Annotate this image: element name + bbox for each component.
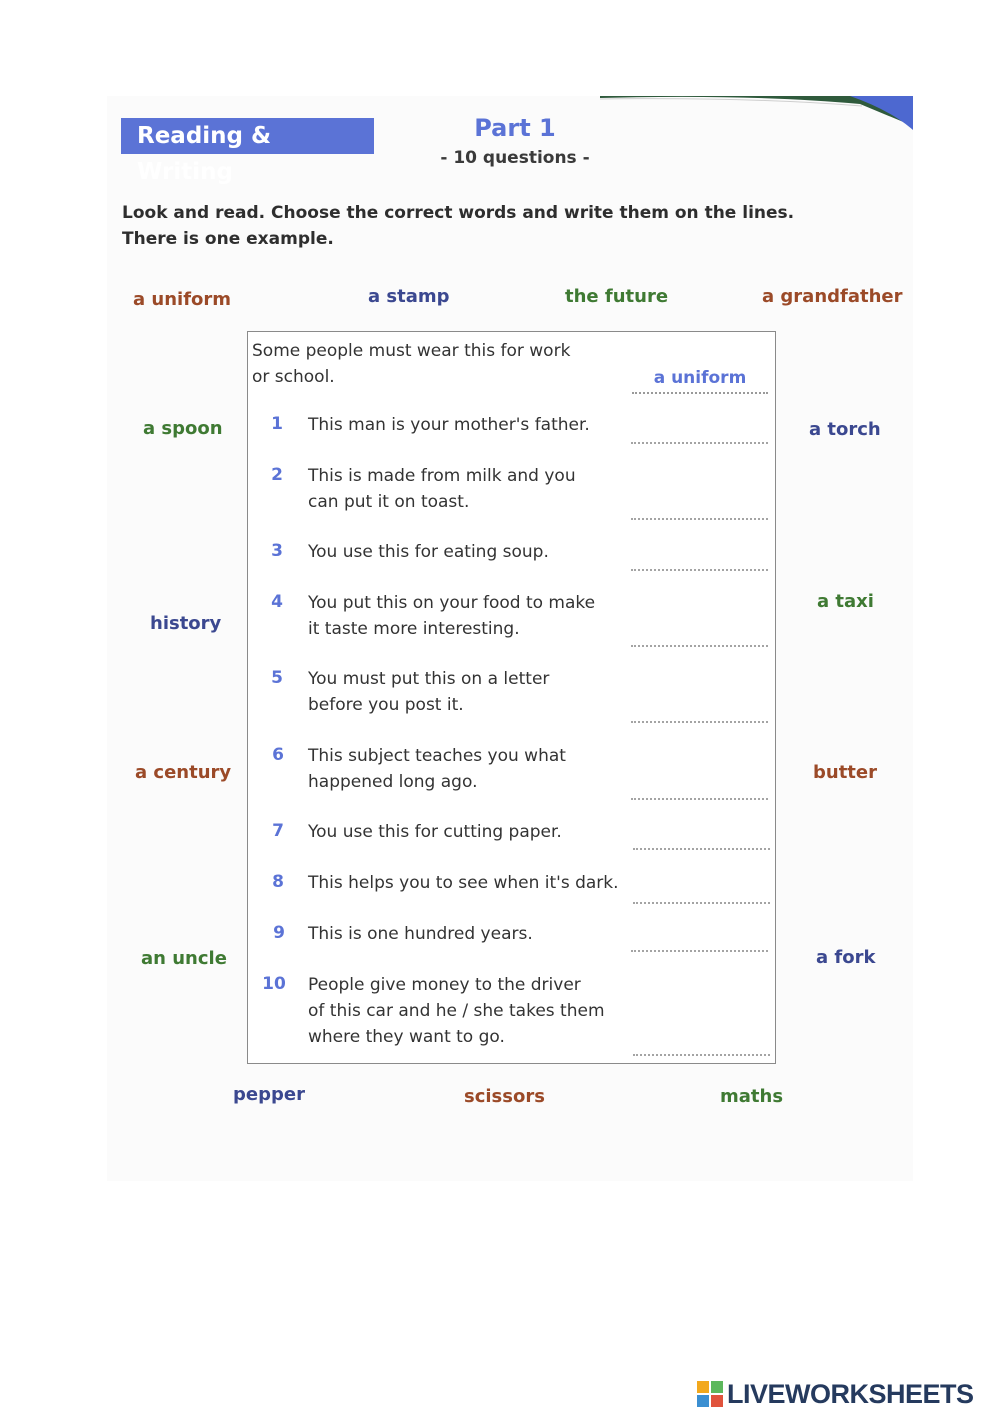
- instructions-line: Look and read. Choose the correct words and write them on the lines.: [122, 203, 795, 223]
- question-line: happened long ago.: [308, 772, 478, 792]
- question-text: [308, 666, 618, 718]
- question-text: [308, 463, 618, 515]
- word-bank-item: a century: [135, 762, 232, 783]
- question-text: [308, 590, 618, 642]
- instructions-line: There is one example.: [122, 229, 334, 249]
- question-line: This is one hundred years.: [308, 924, 533, 944]
- word-bank-item: maths: [720, 1086, 784, 1107]
- question-line: This is made from milk and you: [308, 466, 576, 486]
- word-bank-item: history: [150, 613, 222, 634]
- question-number: 5: [271, 668, 283, 688]
- example-text: or school.: [252, 367, 335, 387]
- question-text: [308, 539, 618, 565]
- word-bank-item: the future: [565, 286, 669, 307]
- question-line: This man is your mother's father.: [308, 415, 590, 435]
- question-number: 1: [271, 414, 283, 434]
- question-number: 4: [271, 592, 283, 612]
- question-number: 2: [271, 465, 283, 485]
- example-text: Some people must wear this for work: [252, 341, 571, 361]
- word-bank-item: butter: [813, 762, 877, 783]
- question-line: of this car and he / she takes them: [308, 1001, 605, 1021]
- answer-input[interactable]: [631, 623, 768, 647]
- instructions: [122, 200, 842, 252]
- question-text: [308, 819, 618, 845]
- question-line: You must put this on a letter: [308, 669, 550, 689]
- section-badge: Reading & Writing: [121, 118, 374, 154]
- question-text: [308, 972, 628, 1050]
- word-bank-item: a grandfather: [762, 286, 903, 307]
- question-line: it taste more interesting.: [308, 619, 520, 639]
- answer-input[interactable]: [633, 880, 770, 904]
- question-text: [308, 412, 618, 438]
- question-number: 3: [271, 541, 283, 561]
- answer-input[interactable]: [631, 496, 768, 520]
- questions-count: - 10 questions -: [440, 148, 590, 168]
- word-bank-item: a fork: [816, 947, 876, 968]
- question-text: [308, 921, 618, 947]
- question-line: can put it on toast.: [308, 492, 470, 512]
- question-number: 6: [272, 745, 284, 765]
- corner-decoration: [600, 96, 913, 136]
- answer-input[interactable]: [631, 928, 768, 952]
- question-line: You use this for cutting paper.: [308, 822, 562, 842]
- question-line: People give money to the driver: [308, 975, 581, 995]
- question-number: 8: [272, 872, 284, 892]
- question-number: 9: [273, 923, 285, 943]
- liveworksheets-brand: [697, 1376, 974, 1412]
- question-text: [308, 870, 628, 896]
- question-number: 7: [272, 821, 284, 841]
- word-bank-item: a spoon: [143, 418, 223, 439]
- example-question: [252, 338, 612, 390]
- word-bank-item: scissors: [464, 1086, 545, 1107]
- question-line: before you post it.: [308, 695, 464, 715]
- answer-input[interactable]: [631, 420, 768, 444]
- answer-input[interactable]: [633, 826, 770, 850]
- word-bank-item: pepper: [233, 1084, 305, 1105]
- answer-input[interactable]: [633, 1032, 770, 1056]
- question-line: This helps you to see when it's dark.: [308, 873, 619, 893]
- part-title: Part 1: [474, 114, 556, 142]
- question-line: This subject teaches you what: [308, 746, 566, 766]
- word-bank-item: a torch: [809, 419, 881, 440]
- question-line: You use this for eating soup.: [308, 542, 549, 562]
- answer-input[interactable]: [631, 699, 768, 723]
- example-answer: a uniform: [632, 368, 768, 394]
- answer-input[interactable]: [631, 776, 768, 800]
- question-number: 10: [262, 974, 286, 994]
- brand-name: LIVEWORKSHEETS: [727, 1378, 974, 1409]
- question-line: where they want to go.: [308, 1027, 505, 1047]
- answer-input[interactable]: [631, 547, 768, 571]
- liveworksheets-logo-icon: [697, 1381, 723, 1407]
- question-text: [308, 743, 618, 795]
- word-bank-item: a stamp: [368, 286, 450, 307]
- word-bank-item: a taxi: [817, 591, 874, 612]
- question-line: You put this on your food to make: [308, 593, 596, 613]
- word-bank-item: a uniform: [133, 289, 232, 310]
- word-bank-item: an uncle: [141, 948, 227, 969]
